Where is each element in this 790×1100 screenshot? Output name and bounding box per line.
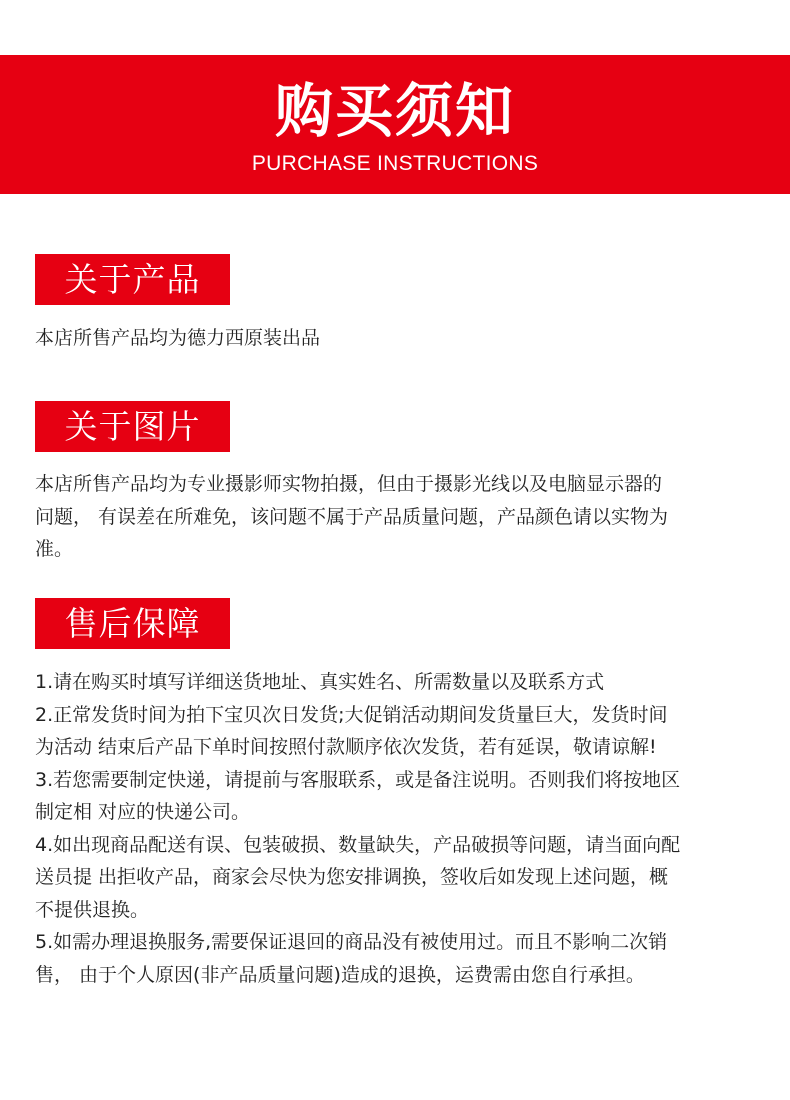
text-line: 准。 bbox=[35, 538, 74, 560]
text-line: 问题， 有误差在所难免，该问题不属于产品质量问题，产品颜色请以实物为 bbox=[35, 505, 669, 528]
list-item: 1.请在购买时填写详细送货地址、真实姓名、所需数量以及联系方式 bbox=[35, 671, 605, 693]
header-banner bbox=[0, 55, 790, 194]
section-label-images: 关于图片 bbox=[35, 401, 230, 452]
section-label-after-sales: 售后保障 bbox=[35, 598, 230, 649]
list-item: 不提供退换。 bbox=[35, 898, 150, 921]
section-label-product: 关于产品 bbox=[35, 254, 230, 305]
list-item: 5.如需办理退换服务,需要保证退回的商品没有被使用过。而且不影响二次销 bbox=[35, 931, 668, 953]
text-line: 本店所售产品均为专业摄影师实物拍摄，但由于摄影光线以及电脑显示器的 bbox=[35, 473, 663, 495]
list-item: 售， 由于个人原因(非产品质量问题)造成的退换，运费需由您自行承担。 bbox=[35, 963, 645, 986]
list-item: 2.正常发货时间为拍下宝贝次日发货;大促销活动期间发货量巨大，发货时间 bbox=[35, 703, 668, 726]
page-title: 购买须知 bbox=[274, 77, 515, 145]
list-item: 为活动 结束后产品下单时间按照付款顺序依次发货，若有延误，敬请谅解! bbox=[35, 736, 657, 758]
section-text-images bbox=[35, 468, 755, 566]
after-sales-list bbox=[35, 666, 755, 991]
list-item: 送员提 出拒收产品，商家会尽快为您安排调换，签收后如发现上述问题，概 bbox=[35, 866, 669, 888]
list-item: 4.如出现商品配送有误、包装破损、数量缺失，产品破损等问题，请当面向配 bbox=[35, 833, 681, 856]
section-text-product: 本店所售产品均为德力西原装出品 bbox=[35, 327, 321, 349]
page-subtitle: PURCHASE INSTRUCTIONS bbox=[251, 152, 539, 175]
list-item: 3.若您需要制定快递，请提前与客服联系，或是备注说明。否则我们将按地区 bbox=[35, 768, 681, 791]
list-item: 制定相 对应的快递公司。 bbox=[35, 801, 251, 823]
